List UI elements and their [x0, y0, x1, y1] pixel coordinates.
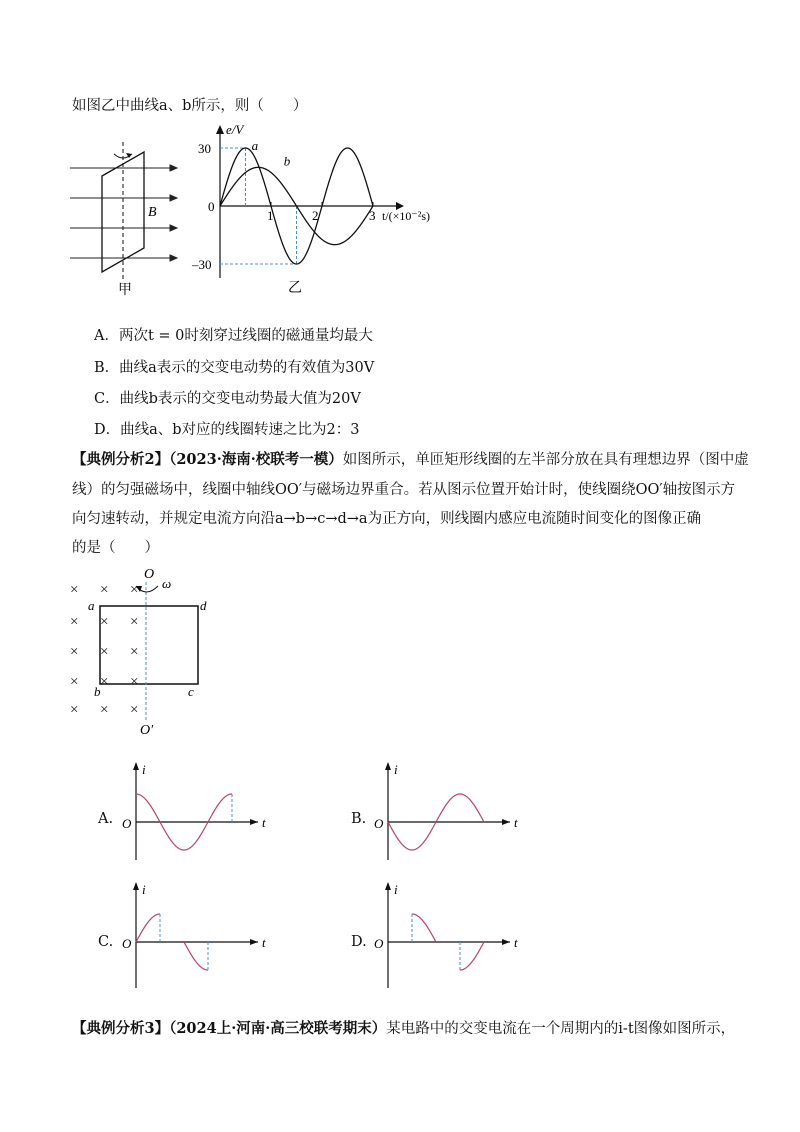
svg-text:×: × — [130, 644, 139, 660]
caption-yi: 乙 — [288, 281, 302, 296]
current-segment — [136, 914, 160, 942]
q2-text-line1: 如图所示，单匝矩形线圈的左半部分放在具有理想边界（图中虚 — [342, 452, 749, 468]
i-axis-arrow — [133, 882, 139, 890]
t-axis-arrow — [250, 939, 258, 945]
svg-text:×: × — [130, 582, 139, 598]
svg-text:×: × — [130, 702, 139, 718]
current-segment — [412, 914, 436, 942]
figure-q2-coil — [64, 564, 224, 740]
q1-intro: 如图乙中曲线a、b所示，则（ ） — [72, 98, 308, 114]
origin-label: O — [374, 936, 384, 951]
t-axis-label: t — [514, 935, 518, 950]
svg-text:×: × — [130, 614, 139, 630]
series-label-a: a — [251, 138, 259, 153]
t-axis-label: t — [262, 935, 266, 950]
figure-yi-chart — [190, 120, 450, 300]
svg-text:×: × — [70, 582, 79, 598]
option-c-graph[interactable] — [118, 880, 278, 992]
i-axis-arrow — [385, 882, 391, 890]
tick-3: 3 — [369, 208, 376, 223]
q2-tag: 【典例分析2】 — [72, 451, 170, 468]
svg-text:×: × — [100, 644, 109, 660]
i-axis-label: i — [142, 882, 146, 897]
q2-option-d-label: D. — [351, 934, 367, 950]
tick-1: 1 — [267, 208, 274, 223]
svg-text:×: × — [70, 702, 79, 718]
svg-text:×: × — [70, 644, 79, 660]
figure-jia — [66, 140, 186, 300]
label-O-prime: O′ — [140, 723, 154, 738]
label-O: O — [144, 567, 155, 582]
current-segment — [460, 942, 484, 970]
q2-source: （2023·海南·校联考一模） — [169, 451, 343, 468]
q2-option-b-label: B. — [351, 811, 367, 827]
label-b: b — [94, 684, 101, 699]
svg-text:×: × — [130, 674, 139, 690]
svg-text:×: × — [70, 614, 79, 630]
i-axis-label: i — [394, 882, 398, 897]
origin-label: O — [122, 936, 132, 951]
svg-text:×: × — [100, 674, 109, 690]
q2-option-c-label: C. — [98, 934, 114, 950]
i-axis-label: i — [142, 762, 146, 777]
origin-label: O — [122, 816, 132, 831]
svg-text:×: × — [100, 582, 109, 598]
q2-option-a-label: A. — [98, 811, 114, 827]
tick-30: 30 — [198, 141, 211, 156]
label-B: B — [148, 205, 157, 220]
q2-line1 — [72, 450, 749, 470]
t-axis-arrow — [502, 819, 510, 825]
q2-line3: 向匀速转动，并规定电流方向沿a→b→c→d→a为正方向，则线圈内感应电流随时间变化的图像正确 — [72, 511, 702, 527]
label-omega: ω — [162, 576, 172, 591]
option-b-graph[interactable] — [370, 760, 530, 864]
current-segment — [184, 942, 208, 970]
origin-label: O — [374, 816, 384, 831]
i-axis-arrow — [133, 762, 139, 770]
tick-0: 0 — [208, 199, 215, 214]
q1-option-d: D．曲线a、b对应的线圈转速之比为2：3 — [94, 422, 360, 438]
tick-2: 2 — [312, 208, 319, 223]
svg-text:×: × — [70, 674, 79, 690]
q3-line — [72, 1019, 735, 1039]
i-axis-arrow — [385, 762, 391, 770]
t-axis-arrow — [502, 939, 510, 945]
t-axis-arrow — [250, 819, 258, 825]
svg-text:×: × — [100, 614, 109, 630]
label-c: c — [188, 684, 194, 699]
q3-text: 某电路中的交变电流在一个周期内的i-t图像如图所示， — [386, 1021, 736, 1037]
q3-source: （2024上·河南·高三校联考期末） — [169, 1020, 387, 1037]
q1-option-c: C．曲线b表示的交变电动势最大值为20V — [94, 391, 361, 407]
series-label-b: b — [283, 153, 291, 169]
label-a: a — [88, 598, 95, 613]
q1-option-b: B．曲线a表示的交变电动势的有效值为30V — [94, 360, 375, 376]
x-axis-label: t/(×10⁻²s) — [382, 209, 431, 223]
label-d: d — [200, 598, 207, 613]
q3-tag: 【典例分析3】 — [72, 1020, 170, 1037]
tick-neg30: –30 — [192, 257, 212, 272]
q2-line4: 的是（ ） — [72, 540, 159, 556]
q1-option-a: A．两次t = 0时刻穿过线圈的磁通量均最大 — [94, 328, 373, 344]
y-axis-label: e/V — [226, 122, 244, 137]
svg-text:×: × — [100, 702, 109, 718]
option-d-graph[interactable] — [370, 880, 530, 992]
y-axis-arrow — [216, 125, 224, 134]
i-axis-label: i — [394, 762, 398, 777]
q2-line2: 线）的匀强磁场中，线圈中轴线OO′与磁场边界重合。若从图示位置开始计时，使线圈绕OO′轴按图示方 — [72, 482, 736, 498]
caption-jia: 甲 — [118, 283, 132, 298]
option-a-graph[interactable] — [118, 760, 278, 864]
t-axis-label: t — [514, 815, 518, 830]
t-axis-label: t — [262, 815, 266, 830]
